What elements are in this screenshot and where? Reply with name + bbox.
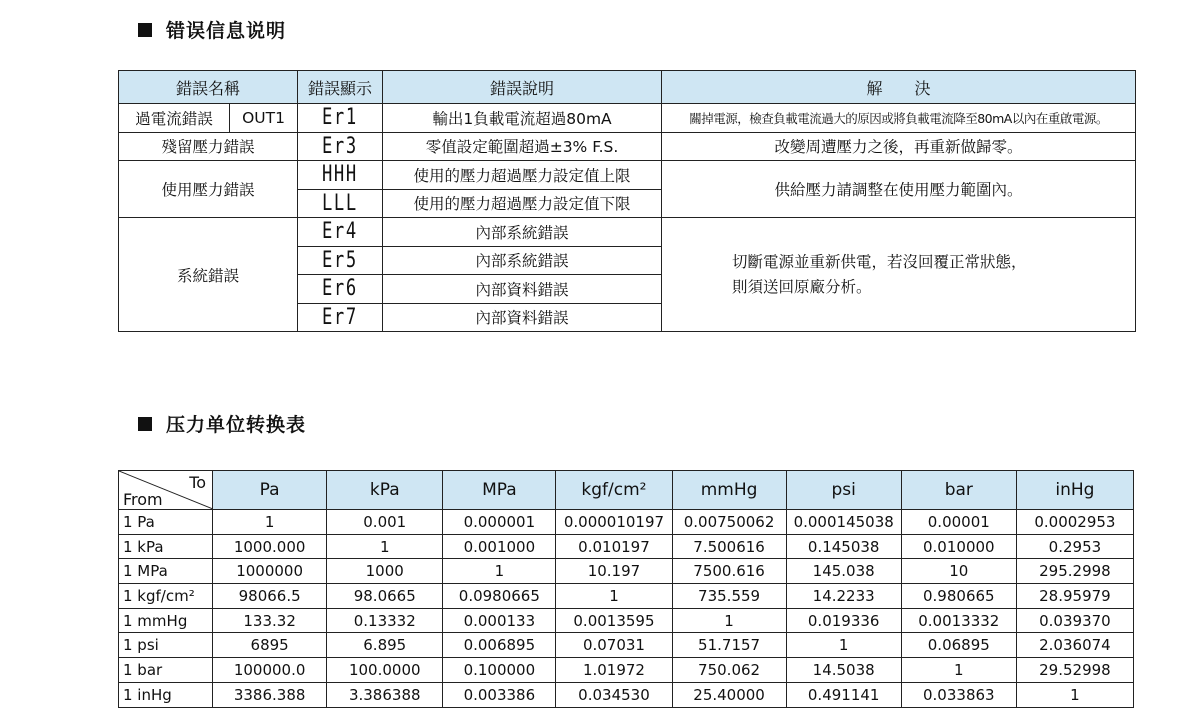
table-cell: 29.52998 [1016, 658, 1133, 683]
table-cell: 0.034530 [556, 682, 672, 707]
table-cell: 0.0013595 [556, 608, 672, 633]
table-cell: 0.010197 [556, 534, 672, 559]
table-cell: 7.500616 [672, 534, 786, 559]
table-cell: 3.386388 [327, 682, 443, 707]
table-cell: 1 [1016, 682, 1133, 707]
table-cell: 14.5038 [786, 658, 901, 683]
table-cell: 750.062 [672, 658, 786, 683]
table-cell: 0.006895 [443, 633, 556, 658]
table-cell: 0.06895 [901, 633, 1016, 658]
row-unit-label: 1 Pa [119, 510, 213, 535]
header-solution: 解 決 [662, 71, 1136, 104]
table-cell: 1 [672, 608, 786, 633]
section-title-text: 错误信息说明 [166, 20, 287, 42]
error-code: Er1 [298, 104, 383, 133]
table-row [119, 559, 1134, 584]
error-solution: 改變周遭壓力之後，再重新做歸零。 [662, 132, 1136, 161]
table-cell: 0.039370 [1016, 608, 1133, 633]
error-name-tag: OUT1 [230, 104, 298, 133]
header-error-name: 錯誤名稱 [119, 71, 298, 104]
error-name: 使用壓力錯誤 [119, 161, 298, 218]
table-cell: 0.00750062 [672, 510, 786, 535]
table-cell: 7500.616 [672, 559, 786, 584]
table-cell: 6895 [213, 633, 327, 658]
table-cell: 0.0013332 [901, 608, 1016, 633]
table-cell: 0.019336 [786, 608, 901, 633]
table-cell: 735.559 [672, 584, 786, 609]
table-cell: 1000000 [213, 559, 327, 584]
error-description: 內部資料錯誤 [383, 303, 662, 332]
table-cell: 1000.000 [213, 534, 327, 559]
table-cell: 0.145038 [786, 534, 901, 559]
table-cell: 1 [443, 559, 556, 584]
row-unit-label: 1 kPa [119, 534, 213, 559]
column-header: Pa [213, 471, 327, 510]
pressure-header-row [119, 471, 1134, 510]
table-cell: 0.000133 [443, 608, 556, 633]
table-cell: 100.0000 [327, 658, 443, 683]
table-row [119, 658, 1134, 683]
error-description: 輸出1負載電流超過80mA [383, 104, 662, 133]
error-solution: 關掉電源，檢查負載電流過大的原因或將負載電流降至80mA以內在重啟電源。 [662, 104, 1136, 133]
table-cell: 1 [556, 584, 672, 609]
table-cell: 0.2953 [1016, 534, 1133, 559]
header-error-display: 錯誤顯示 [298, 71, 383, 104]
square-bullet-icon [138, 23, 152, 37]
column-header: inHg [1016, 471, 1133, 510]
column-header: psi [786, 471, 901, 510]
table-cell: 6.895 [327, 633, 443, 658]
table-cell: 0.980665 [901, 584, 1016, 609]
table-cell: 1 [786, 633, 901, 658]
table-cell: 0.000145038 [786, 510, 901, 535]
table-cell: 1 [213, 510, 327, 535]
table-row [119, 132, 1136, 161]
table-cell: 0.010000 [901, 534, 1016, 559]
table-cell: 98.0665 [327, 584, 443, 609]
table-cell: 0.001 [327, 510, 443, 535]
row-unit-label: 1 MPa [119, 559, 213, 584]
error-name: 殘留壓力錯誤 [119, 132, 298, 161]
error-description: 零值設定範圍超過±3% F.S. [383, 132, 662, 161]
error-description: 內部資料錯誤 [383, 275, 662, 304]
table-cell: 2.036074 [1016, 633, 1133, 658]
table-row [119, 682, 1134, 707]
solution-line: 則須送回原廠分析。 [732, 277, 872, 296]
table-cell: 0.13332 [327, 608, 443, 633]
column-header: kgf/cm² [556, 471, 672, 510]
row-unit-label: 1 bar [119, 658, 213, 683]
table-cell: 0.0002953 [1016, 510, 1133, 535]
table-row [119, 218, 1136, 247]
table-cell: 145.038 [786, 559, 901, 584]
table-cell: 25.40000 [672, 682, 786, 707]
corner-to-label: To [189, 473, 207, 492]
table-cell: 14.2233 [786, 584, 901, 609]
column-header: kPa [327, 471, 443, 510]
error-description: 內部系統錯誤 [383, 218, 662, 247]
section-title-pressure [138, 410, 306, 437]
table-row [119, 104, 1136, 133]
error-code: Er4 [298, 218, 383, 247]
error-code: HHH [298, 161, 383, 190]
column-header: MPa [443, 471, 556, 510]
table-cell: 0.100000 [443, 658, 556, 683]
error-code: LLL [298, 189, 383, 218]
error-description: 使用的壓力超過壓力設定值下限 [383, 189, 662, 218]
table-row [119, 161, 1136, 190]
table-cell: 10 [901, 559, 1016, 584]
table-cell: 0.000001 [443, 510, 556, 535]
table-cell: 0.0980665 [443, 584, 556, 609]
table-cell: 1000 [327, 559, 443, 584]
table-cell: 0.000010197 [556, 510, 672, 535]
table-row [119, 534, 1134, 559]
table-cell: 1 [327, 534, 443, 559]
header-error-description: 錯誤說明 [383, 71, 662, 104]
error-solution: 供給壓力請調整在使用壓力範圍內。 [662, 161, 1136, 218]
error-table [118, 70, 1136, 332]
table-cell: 0.491141 [786, 682, 901, 707]
table-row [119, 608, 1134, 633]
error-name: 過電流錯誤 [119, 104, 230, 133]
table-cell: 98066.5 [213, 584, 327, 609]
error-code: Er7 [298, 303, 383, 332]
error-name: 系統錯誤 [119, 218, 298, 332]
error-table-header [119, 71, 1136, 104]
table-cell: 0.003386 [443, 682, 556, 707]
square-bullet-icon [138, 417, 152, 431]
solution-line: 切斷電源並重新供電，若沒回覆正常狀態， [732, 252, 1027, 271]
table-row [119, 584, 1134, 609]
table-cell: 51.7157 [672, 633, 786, 658]
column-header: bar [901, 471, 1016, 510]
error-code: Er3 [298, 132, 383, 161]
error-code: Er5 [298, 246, 383, 275]
table-cell: 1.01972 [556, 658, 672, 683]
table-cell: 0.07031 [556, 633, 672, 658]
table-cell: 10.197 [556, 559, 672, 584]
table-cell: 0.033863 [901, 682, 1016, 707]
table-cell: 133.32 [213, 608, 327, 633]
table-row [119, 510, 1134, 535]
table-cell: 100000.0 [213, 658, 327, 683]
table-row [119, 633, 1134, 658]
corner-from-label: From [123, 490, 163, 509]
row-unit-label: 1 inHg [119, 682, 213, 707]
table-cell: 0.001000 [443, 534, 556, 559]
section-title-errors [138, 16, 286, 43]
error-solution [662, 218, 1136, 332]
error-description: 內部系統錯誤 [383, 246, 662, 275]
table-cell: 295.2998 [1016, 559, 1133, 584]
column-header: mmHg [672, 471, 786, 510]
table-cell: 1 [901, 658, 1016, 683]
row-unit-label: 1 kgf/cm² [119, 584, 213, 609]
section-title-text: 压力单位转换表 [166, 414, 307, 436]
table-cell: 3386.388 [213, 682, 327, 707]
error-code: Er6 [298, 275, 383, 304]
table-cell: 0.00001 [901, 510, 1016, 535]
row-unit-label: 1 mmHg [119, 608, 213, 633]
table-cell: 28.95979 [1016, 584, 1133, 609]
pressure-conversion-table [118, 470, 1134, 708]
error-description: 使用的壓力超過壓力設定值上限 [383, 161, 662, 190]
corner-cell [119, 471, 213, 510]
pressure-table-body [119, 510, 1134, 708]
row-unit-label: 1 psi [119, 633, 213, 658]
